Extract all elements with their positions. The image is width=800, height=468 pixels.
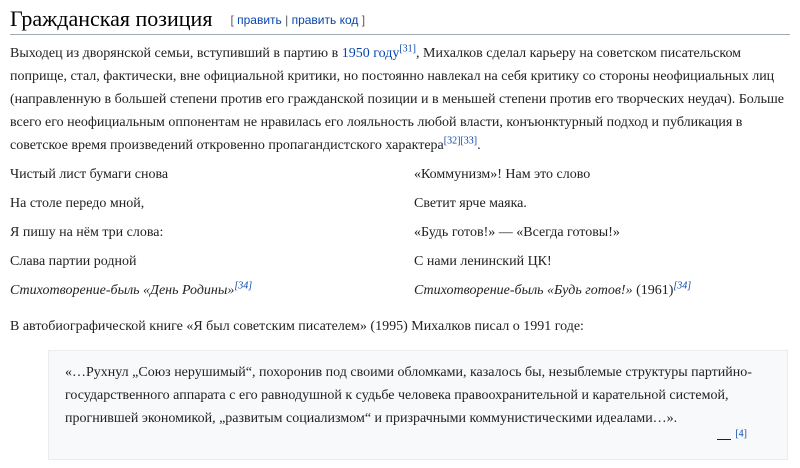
section-heading bbox=[10, 4, 790, 35]
paragraph-text: . bbox=[477, 138, 481, 153]
paragraph-text: , Михалков сделал карьеру на советском писательском поприще, стал, фактически, вне официальной критики, но постоянно навлекал на себя критику со стороны неофициальных лиц (направленную в большей степени против его гражданской позиции и в меньшей степени против его творческих неудач). Больше всего его неофициальным оппонентам не нравилась его лояльность любой власти, конъюнктурный подход и публикация в советское время произведений откровенно пропагандистского характера bbox=[10, 46, 784, 153]
link-1950[interactable]: 1950 году bbox=[341, 46, 400, 61]
ref-4[interactable]: [4] bbox=[735, 428, 747, 440]
ref-32[interactable]: [32] bbox=[443, 135, 461, 147]
ref-34[interactable]: [34] bbox=[673, 280, 692, 292]
edit-bracket-close: ] bbox=[358, 13, 366, 27]
ref-31[interactable]: [31] bbox=[399, 43, 417, 55]
ref-34[interactable]: [34] bbox=[234, 280, 253, 292]
poem-line: На столе передо мной, bbox=[10, 196, 145, 211]
poem-line: «Коммунизм»! Нам это слово bbox=[414, 167, 591, 182]
edit-code-link[interactable]: править код bbox=[291, 13, 359, 27]
poem-year: (1961) bbox=[632, 283, 674, 298]
edit-bracket-open: [ bbox=[230, 13, 238, 27]
poem-right bbox=[414, 160, 691, 305]
body-paragraph bbox=[10, 42, 790, 157]
blockquote bbox=[48, 350, 788, 460]
poem-line: Светит ярче маяка. bbox=[414, 196, 527, 211]
edit-separator: | bbox=[281, 13, 292, 27]
quote-attribution bbox=[717, 428, 747, 447]
paragraph-text: Выходец из дворянской семьи, вступивший в партию в bbox=[10, 46, 342, 61]
quote-text: «…Рухнул „Союз нерушимый“, похоронив под своими обломками, казалось бы, незыблемые структуры партийно-государственного аппарата с его равнодушной к судьбе человека правоохранительной и карательной системой, прогнившей экономикой, „развитым социализмом“ и призрачными коммунистическими идеалами…». bbox=[65, 365, 752, 426]
section-title: Гражданская позиция bbox=[10, 6, 213, 31]
poem-line: «Будь готов!» — «Всегда готовы!» bbox=[414, 225, 620, 240]
poem-line: Я пишу на нём три слова: bbox=[10, 225, 164, 240]
edit-link[interactable]: править bbox=[237, 13, 282, 27]
edit-section-links bbox=[230, 13, 365, 27]
poem-left bbox=[10, 160, 252, 305]
intro-paragraph: В автобиографической книге «Я был советским писателем» (1995) Михалков писал о 1991 годе: bbox=[10, 319, 584, 334]
poem-caption-text: Стихотворение-быль «День Родины» bbox=[10, 283, 235, 298]
poem-line: С нами ленинский ЦК! bbox=[414, 254, 552, 269]
poem-caption bbox=[414, 276, 691, 305]
poem-line: Чистый лист бумаги снова bbox=[10, 167, 169, 182]
poem-caption bbox=[10, 276, 252, 305]
dash-mark bbox=[717, 439, 731, 440]
ref-33[interactable]: [33] bbox=[460, 135, 478, 147]
poem-caption-text: Стихотворение-быль «Будь готов!» bbox=[414, 283, 633, 298]
poem-line: Слава партии родной bbox=[10, 254, 137, 269]
